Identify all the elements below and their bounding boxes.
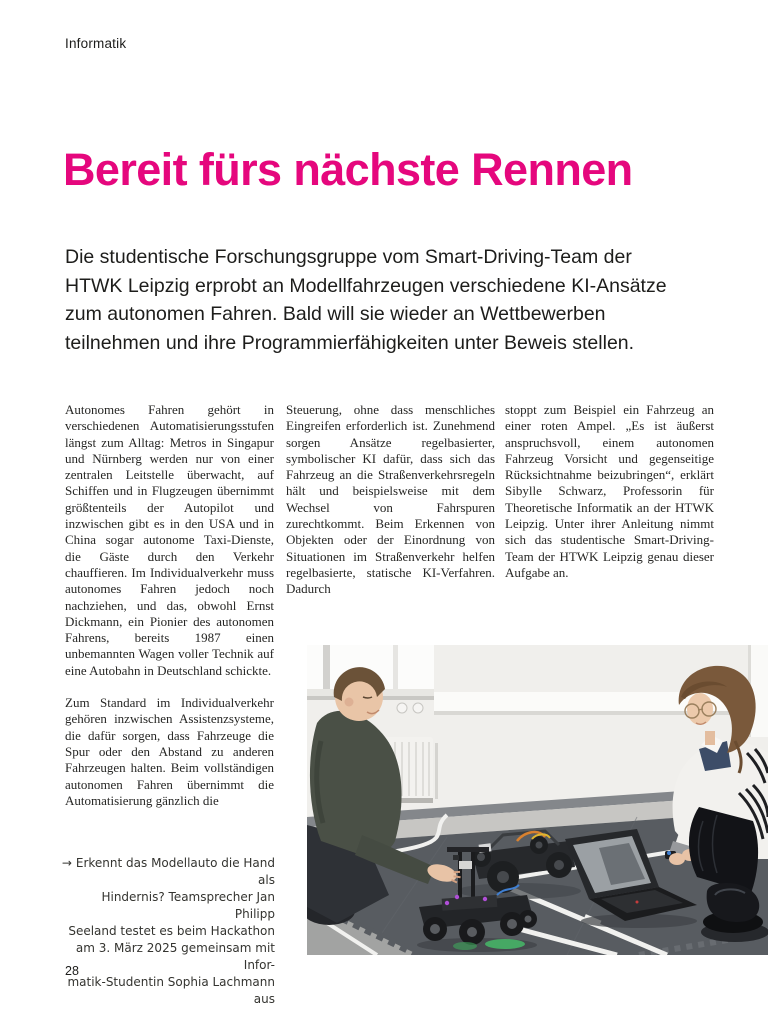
caption-line: matik-Studentin Sophia Lachmann aus (67, 975, 275, 1006)
page-number: 28 (65, 964, 79, 978)
caption-line: Seeland testet es beim Hackathon (68, 924, 275, 938)
lead-paragraph (65, 243, 667, 357)
body-column-3 (505, 402, 714, 597)
body-paragraph: stoppt zum Beispiel ein Fahrzeug an einer roten Ampel. „Es ist äußerst anspruchsvoll, einem autonomen Fahrzeug Vorsicht und gegenseitige Rücksichtnahme beizubringen“, erklärt Sibylle Schwarz, Professorin für Theoretische Informatik an der HTWK Leipzig. Unter ihrer Anleitung nimmt sich das studentische Smart-Driving-Team der HTWK Leipzig genau dieser Aufgabe an. (505, 402, 714, 580)
category-label: Informatik (65, 36, 127, 51)
caption-text: Erkennt das Modellauto die Hand als (75, 856, 275, 887)
body-column-2 (286, 402, 495, 614)
article-photo (307, 645, 768, 955)
photo-caption (58, 855, 275, 1008)
article-headline: Bereit fürs nächste Rennen (63, 144, 633, 195)
body-paragraph: Steuerung, ohne dass menschliches Eingreifen erforderlich ist. Zunehmend sorgen Ansätze regelbasierter, symbolischer KI dafür, dass sich das Fahrzeug an die Straßenverkehrsregeln hält und beispielsweise mit dem Wechsel von Fahrspuren zurechtkommt. Beim Erkennen von Objekten oder der Einordnung von Situationen im Straßenverkehr helfen regelbasierte, statische KI-Verfahren. Dadurch (286, 402, 495, 597)
body-paragraph: Autonomes Fahren gehört in verschiedenen Automatisierungsstufen längst zum Alltag: Metros in Singapur und Nürnberg werden nur von einer zentralen Leitstelle überwacht, auf Schiffen und in Flugzeugen übernimmt größtenteils der Autopilot und inzwischen gibt es in den USA und in China sogar autonome Taxi-Dienste, die Gäste durch den Verkehr chauffieren. Im Individualverkehr muss autonomes Fahren jedoch noch nachziehen, und das, obwohl Ernst Dickmann, ein Pionier des autonomen Fahrens, bereits 1987 einen unbemannten Wagen voller Technik auf eine Autobahn in Deutschland schickte. (65, 402, 274, 678)
caption-line: am 3. März 2025 gemeinsam mit Infor- (75, 941, 275, 972)
caption-line: Hindernis? Teamsprecher Jan Philipp (101, 890, 275, 921)
arrow-right-icon: → (61, 856, 72, 870)
lead-line: zum autonomen Fahren. Bald will sie wieder an Wettbewerben (65, 303, 606, 325)
body-paragraph: Zum Standard im Individualverkehr gehören inzwischen Assistenzsysteme, die dafür sorgen, dass Fahrzeuge die Spur oder den Abstand zu anderen Fahrzeugen halten. Beim vollständigen autonomen Fahren übernimmt die Automatisierung gänzlich die (65, 695, 274, 808)
caption-line (58, 855, 275, 889)
body-column-1 (65, 402, 274, 825)
lead-line: Die studentische Forschungsgruppe vom Smart-Driving-Team der (65, 246, 632, 268)
lead-line: teilnehmen und ihre Programmierfähigkeiten unter Beweis stellen. (65, 331, 635, 354)
lead-line: HTWK Leipzig erprobt an Modellfahrzeugen verschiedene KI-Ansätze (65, 274, 667, 297)
